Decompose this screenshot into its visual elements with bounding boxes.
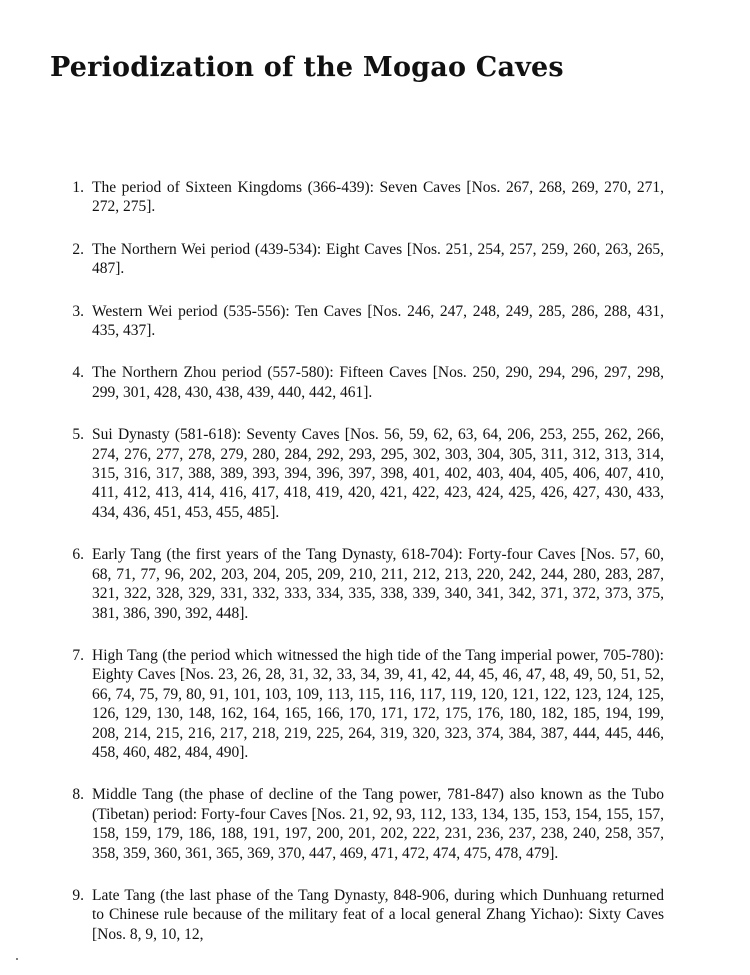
item-text: The Northern Zhou period (557-580): Fifteen Caves [Nos. 250, 290, 294, 296, 297, 298, 299, 301, 428, 430, 438, 439, 440, 442, 461]. — [92, 364, 664, 401]
item-text: Sui Dynasty (581-618): Seventy Caves [Nos. 56, 59, 62, 63, 64, 206, 253, 255, 262, 266, 274, 276, 277, 278, 279, 280, 284, 292, 293, 295, 302, 303, 304, 305, 311, 312, 313, 314, 315, 316, 317, 388, 389, 393, 394, 396, 397, 398, 401, 402, 403, 404, 405, 406, 407, 410, 411, 412, 413, 414, 416, 417, 418, 419, 420, 421, 422, 423, 424, 425, 426, 427, 430, 433, 434, 436, 451, 453, 455, 485]. — [92, 426, 664, 521]
list-item — [0, 425, 750, 522]
item-text: Middle Tang (the phase of decline of the Tang power, 781-847) also known as the Tubo (Tibetan) period: Forty-four Caves [Nos. 21, 92, 93, 112, 133, 134, 135, 153, 154, 155, 157, 158, 159, 179, 186, 188, 191, 197, 200, 201, 202, 222, 231, 236, 237, 238, 240, 258, 357, 358, 359, 360, 361, 365, 369, 370, 447, 469, 471, 472, 474, 475, 478, 479]. — [92, 786, 664, 862]
list-item — [0, 886, 750, 944]
item-number: 8. — [72, 786, 84, 804]
item-text: The Northern Wei period (439-534): Eight Caves [Nos. 251, 254, 257, 259, 260, 263, 265, 487]. — [92, 240, 664, 278]
list-item — [0, 302, 750, 341]
item-number: 9. — [72, 886, 84, 904]
list-item — [0, 240, 750, 279]
item-number: 3. — [72, 302, 84, 320]
item-text: Western Wei period (535-556): Ten Caves [Nos. 246, 247, 248, 249, 285, 286, 288, 431, 435, 437]. — [92, 302, 664, 340]
list-item — [0, 363, 750, 402]
list-item — [0, 646, 750, 762]
item-text: High Tang (the period which witnessed the high tide of the Tang imperial power, 705-780): Eighty Caves [Nos. 23, 26, 28, 31, 32, 33, 34, 39, 41, 42, 44, 45, 46, 47, 48, 49, 50, 51, 52, 66, 74, 75, 79, 80, 91, 101, 103, 109, 113, 115, 116, 117, 119, 120, 121, 122, 123, 124, 125, 126, 129, 130, 148, 162, 164, 165, 166, 170, 171, 172, 175, 176, 180, 182, 185, 194, 199, 208, 214, 215, 216, 217, 218, 219, 225, 264, 319, 320, 323, 374, 384, 387, 444, 445, 446, 458, 460, 482, 484, 490]. — [92, 646, 664, 761]
list-item — [0, 178, 750, 217]
item-text: The period of Sixteen Kingdoms (366-439): Seven Caves [Nos. 267, 268, 269, 270, 271, 272, 275]. — [92, 179, 664, 216]
item-number: 7. — [72, 646, 84, 664]
item-text: Early Tang (the first years of the Tang Dynasty, 618-704): Forty-four Caves [Nos. 57, 60, 68, 71, 77, 96, 202, 203, 204, 205, 209, 210, 211, 212, 213, 220, 242, 244, 280, 283, 287, 321, 322, 328, 329, 331, 332, 333, 334, 335, 338, 339, 340, 341, 342, 371, 372, 373, 375, 381, 386, 390, 392, 448]. — [92, 546, 664, 622]
item-text: Late Tang (the last phase of the Tang Dynasty, 848-906, during which Dunhuang returned to Chinese rule because of the military feat of a local general Zhang Yichao): Sixty Caves [Nos. 8, 9, 10, 12, — [92, 886, 664, 943]
scan-speck — [16, 958, 18, 960]
item-number: 6. — [72, 546, 84, 564]
list-item — [0, 545, 750, 623]
periodization-list — [0, 178, 750, 967]
list-item — [0, 785, 750, 863]
item-number: 4. — [72, 364, 84, 382]
item-number: 5. — [72, 426, 84, 444]
item-number: 1. — [72, 179, 84, 196]
page-title: Periodization of the Mogao Caves — [50, 52, 564, 83]
item-number: 2. — [72, 240, 84, 258]
